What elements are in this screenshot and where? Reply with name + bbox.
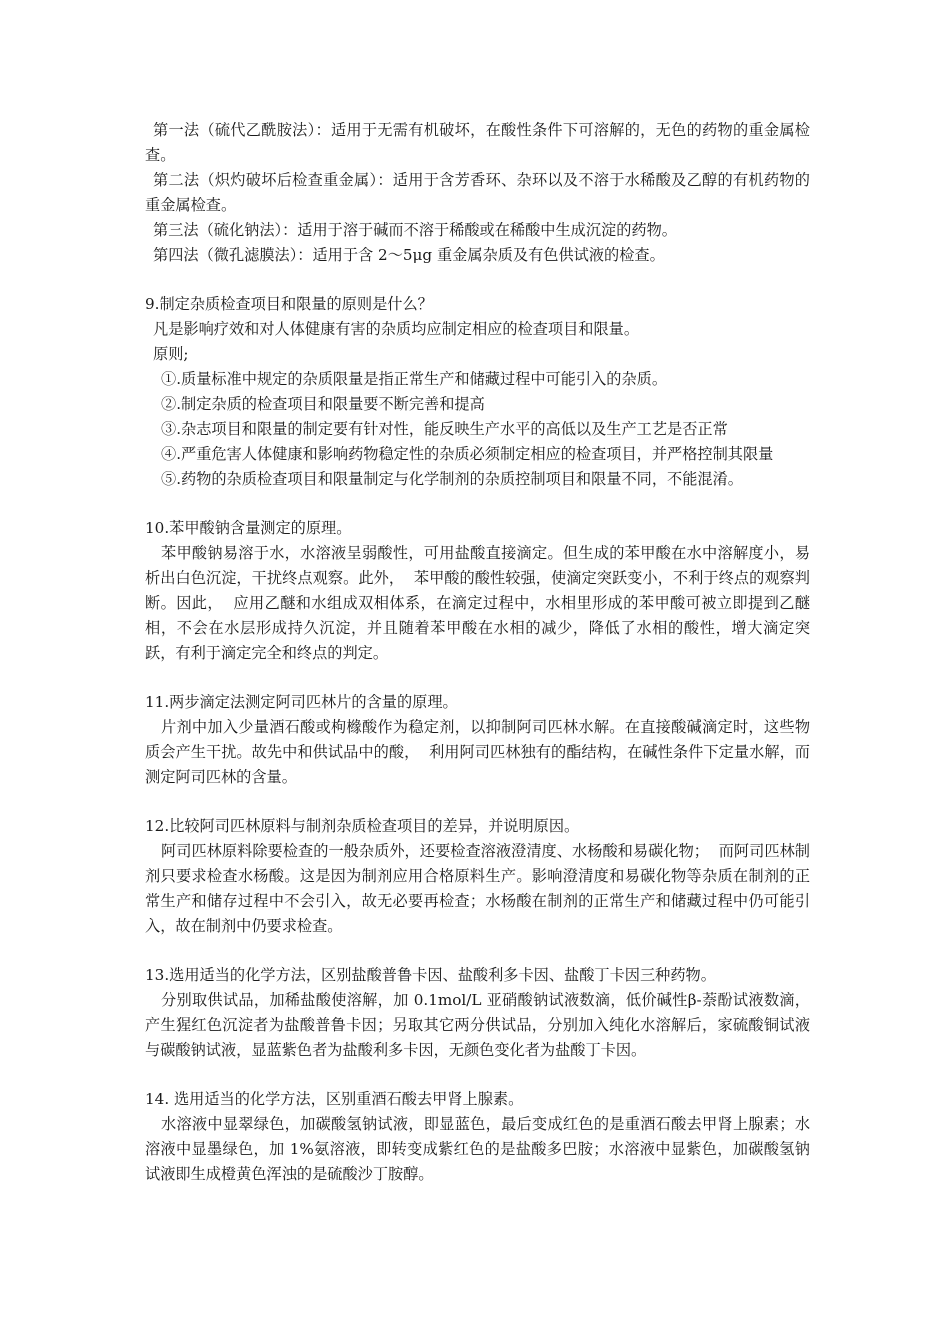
heavy-metal-methods	[145, 118, 810, 268]
document-page	[145, 118, 810, 1187]
question-answer: 分别取供试品，加稀盐酸使溶解，加 0.1mol/L 亚硝酸钠试液数滴，低价碱性β-萘酚试液数滴，产生猩红色沉淀者为盐酸普鲁卡因；另取其它两分供试品，分别加入纯化水溶解后，家硫酸铜试液与碳酸钠试液，显蓝紫色者为盐酸利多卡因，无颜色变化者为盐酸丁卡因。	[145, 991, 810, 1059]
question-14	[145, 1087, 810, 1187]
principle-label: 原则;	[153, 345, 189, 363]
method-4: 第四法（微孔滤膜法）：适用于含 2～5μg 重金属杂质及有色供试液的检查。	[153, 246, 665, 264]
question-9	[145, 292, 810, 492]
question-title: 12.比较阿司匹林原料与制剂杂质检查项目的差异，并说明原因。	[145, 817, 580, 835]
question-intro: 凡是影响疗效和对人体健康有害的杂质均应制定相应的检查项目和限量。	[153, 320, 639, 338]
principle-item-4: ④.严重危害人体健康和影响药物稳定性的杂质必须制定相应的检查项目，并严格控制其限量	[161, 445, 774, 463]
principle-item-3: ③.杂志项目和限量的制定要有针对性，能反映生产水平的高低以及生产工艺是否正常	[161, 420, 728, 438]
question-answer: 水溶液中显翠绿色，加碳酸氢钠试液，即显蓝色，最后变成红色的是重酒石酸去甲肾上腺素；水溶液中显墨绿色，加 1%氨溶液，即转变成紫红色的是盐酸多巴胺；水溶液中显紫色，加碳酸氢钠试液即生成橙黄色浑浊的是硫酸沙丁胺醇。	[145, 1115, 810, 1183]
method-2: 第二法（炽灼破坏后检查重金属）：适用于含芳香环、杂环以及不溶于水稀酸及乙醇的有机药物的重金属检查。	[145, 171, 810, 214]
principle-item-5: ⑤.药物的杂质检查项目和限量制定与化学制剂的杂质控制项目和限量不同，不能混淆。	[161, 470, 743, 488]
method-1: 第一法（硫代乙酰胺法）：适用于无需有机破坏，在酸性条件下可溶解的，无色的药物的重金属检查。	[145, 121, 810, 164]
question-answer: 片剂中加入少量酒石酸或枸橼酸作为稳定剂，以抑制阿司匹林水解。在直接酸碱滴定时，这些物质会产生干扰。故先中和供试品中的酸， 利用阿司匹林独有的酯结构，在碱性条件下定量水解，而测定阿司匹林的含量。	[145, 718, 810, 786]
question-answer: 苯甲酸钠易溶于水，水溶液呈弱酸性，可用盐酸直接滴定。但生成的苯甲酸在水中溶解度小，易析出白色沉淀，干扰终点观察。此外， 苯甲酸的酸性较强，使滴定突跃变小，不利于终点的观察判断。因此， 应用乙醚和水组成双相体系，在滴定过程中，水相里形成的苯甲酸可被立即提到乙醚相，不会在水层形成持久沉淀，并且随着苯甲酸在水相的减少，降低了水相的酸性，增大滴定突跃，有利于滴定完全和终点的判定。	[145, 544, 810, 662]
question-title: 9.制定杂质检查项目和限量的原则是什么？	[145, 295, 433, 313]
question-10	[145, 516, 810, 666]
question-title: 10.苯甲酸钠含量测定的原理。	[145, 519, 352, 537]
method-3: 第三法（硫化钠法）：适用于溶于碱而不溶于稀酸或在稀酸中生成沉淀的药物。	[153, 221, 677, 239]
question-title: 11.两步滴定法测定阿司匹林片的含量的原理。	[145, 693, 458, 711]
question-title: 13.选用适当的化学方法，区别盐酸普鲁卡因、盐酸利多卡因、盐酸丁卡因三种药物。	[145, 966, 716, 984]
principle-item-2: ②.制定杂质的检查项目和限量要不断完善和提高	[161, 395, 485, 413]
principle-item-1: ①.质量标准中规定的杂质限量是指正常生产和储藏过程中可能引入的杂质。	[161, 370, 668, 388]
question-title: 14. 选用适当的化学方法，区别重酒石酸去甲肾上腺素。	[145, 1090, 524, 1108]
question-answer: 阿司匹林原料除要检查的一般杂质外，还要检查溶液澄清度、水杨酸和易碳化物； 而阿司匹林制剂只要求检查水杨酸。这是因为制剂应用合格原料生产。影响澄清度和易碳化物等杂质在制剂的正常生产和储存过程中不会引入，故无必要再检查；水杨酸在制剂的正常生产和储藏过程中仍可能引入，故在制剂中仍要求检查。	[145, 842, 810, 935]
question-12	[145, 814, 810, 939]
question-13	[145, 963, 810, 1063]
question-11	[145, 690, 810, 790]
